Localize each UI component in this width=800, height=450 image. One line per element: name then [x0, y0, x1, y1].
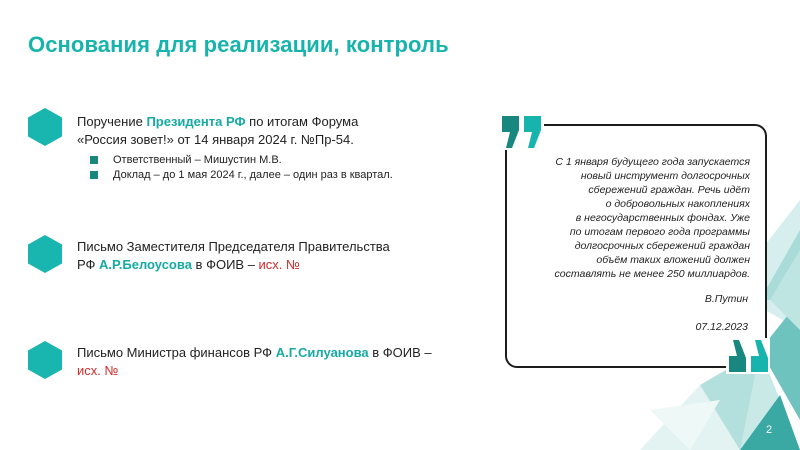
quote-date: 07.12.2023	[695, 321, 748, 333]
item3-text-pre: Письмо Министра финансов РФ	[77, 345, 276, 360]
item1-text-post: по итогам Форума	[245, 114, 359, 129]
item1-highlight: Президента РФ	[146, 114, 246, 129]
hexagon-icon	[28, 341, 62, 379]
quote-line: по итогам первого года программы	[569, 226, 750, 238]
quote-text	[510, 155, 750, 281]
item2-line1: Письмо Заместителя Председателя Правительства	[77, 239, 390, 254]
bullet-square-icon	[90, 171, 98, 179]
item3-ref-number: исх. №	[77, 363, 119, 378]
quote-line: в негосударственных фондах. Уже	[575, 212, 750, 224]
item3-text-post: в ФОИВ –	[368, 345, 432, 360]
quote-line: сбережений граждан. Речь идёт	[588, 184, 750, 196]
close-quote-icon	[726, 338, 770, 374]
item-presidential-order	[77, 113, 358, 149]
item2-highlight: А.Р.Белоусова	[99, 257, 192, 272]
item-belousov-letter	[77, 238, 390, 274]
item2-text-mid: в ФОИВ –	[191, 257, 259, 272]
quote-line: о добровольных накоплениях	[605, 198, 750, 210]
quote-author: В.Путин	[704, 293, 748, 305]
quote-line: новый инструмент долгосрочных	[580, 170, 750, 182]
item1-sub-responsible: Ответственный – Мишустин М.В.	[90, 153, 282, 168]
quote-line: объём таких вложений должен	[596, 254, 750, 266]
item1-line2: «Россия зовет!» от 14 января 2024 г. №Пр-54.	[77, 132, 354, 147]
page-title: Основания для реализации, контроль	[28, 32, 449, 57]
quote-line: составлять не менее 250 миллиардов.	[554, 268, 750, 280]
item2-text-pre: РФ	[77, 257, 100, 272]
item1-text-pre: Поручение	[77, 114, 147, 129]
hexagon-icon	[28, 108, 62, 146]
bullet-square-icon	[90, 156, 98, 164]
item3-highlight: А.Г.Силуанова	[275, 345, 369, 360]
hexagon-icon	[28, 235, 62, 273]
item1-sub-report: Доклад – до 1 мая 2024 г., далее – один раз в квартал.	[90, 168, 393, 183]
quote-line: С 1 января будущего года запускается	[555, 156, 750, 168]
item-siluanov-letter	[77, 344, 432, 380]
page-number: 2	[766, 424, 773, 436]
item2-ref-number: исх. №	[258, 257, 300, 272]
open-quote-icon	[500, 114, 544, 150]
quote-line: долгосрочных сбережений граждан	[574, 240, 750, 252]
